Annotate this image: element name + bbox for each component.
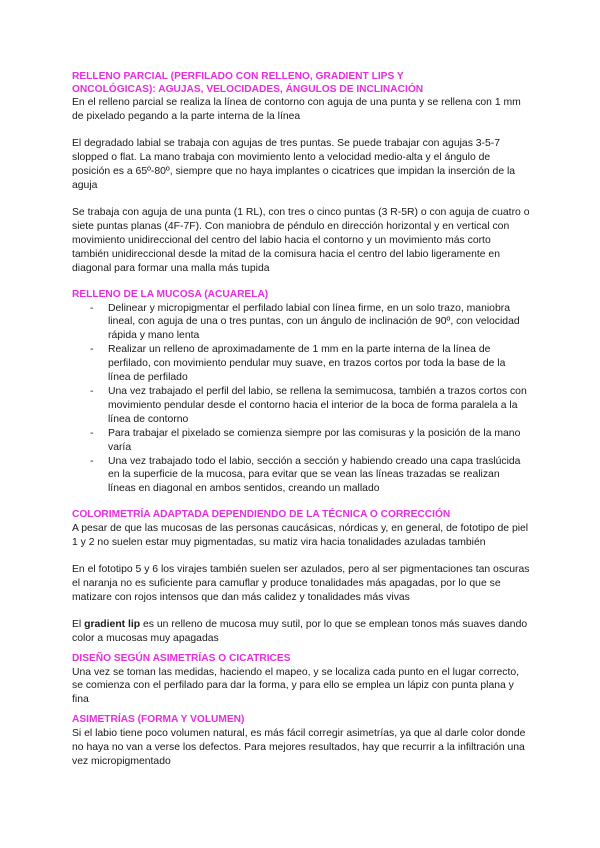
heading-line: RELLENO PARCIAL (PERFILADO CON RELLENO, GRADIENT LIPS Y — [72, 71, 404, 82]
paragraph: El degradado labial se trabaja con agujas de tres puntas. Se puede trabajar con agujas 3-5-7 slopped o flat. La mano trabaja con movimiento lento a velocidad medio-alta y el ángulo de posición es a 65º-80º, siempre que no haya implantes o cicatrices que impidan la inserción de la aguja — [72, 138, 516, 192]
paragraph-text: es un relleno de mucosa muy sutil, por lo que se emplean tonos más suaves dando color a mucosas muy apagadas — [72, 619, 528, 645]
list-item-text: Realizar un relleno de aproximadamente de 1 mm en la parte interna de la línea de perfilado, con movimiento pendular muy suave, en trazos cortos por toda la base de la línea de perfilado — [108, 344, 506, 384]
list-item — [72, 427, 530, 455]
section-heading-diseno: DISEÑO SEGÚN ASIMETRÍAS O CICATRICES — [72, 652, 291, 664]
bullet-list — [72, 302, 530, 497]
dash-bullet: - — [90, 427, 94, 439]
paragraph: Se trabaja con aguja de una punta (1 RL), con tres o cinco puntas (3 R-5R) o con aguja de cuatro o siete puntas planas (4F-7F). Con maniobra de péndulo en dirección horizontal y en vertical con movimiento unidireccional del centro del labio hacia el contorno y un movimiento más corto también unidireccional desde la mitad de la comisura hacia el centro del labio ligeramente en diagonal para formar una malla más tupida — [72, 207, 530, 275]
dash-bullet: - — [90, 455, 94, 467]
section-heading-relleno-mucosa: RELLENO DE LA MUCOSA (ACUARELA) — [72, 288, 269, 300]
paragraph-text: El — [72, 619, 85, 631]
dash-bullet: - — [90, 344, 94, 356]
paragraph: En el relleno parcial se realiza la línea de contorno con aguja de una punta y se rellena con 1 mm de pixelado pegando a la parte interna de la línea — [72, 97, 521, 123]
list-item — [72, 343, 530, 385]
list-item — [72, 302, 530, 344]
paragraph: Si el labio tiene poco volumen natural, es más fácil corregir asimetrías, ya que al darle color donde no haya no van a verse los defectos. Para mejores resultados, hay que recurrir a la infiltración una vez micropigmentado — [72, 727, 526, 767]
dash-bullet: - — [90, 302, 94, 314]
list-item-text: Una vez trabajado todo el labio, sección a sección y habiendo creado una capa traslúcida en la superficie de la mucosa, para evitar que se vean las líneas trazadas se realizan líneas en diagonal en ambos sentidos, creando un mallado — [108, 455, 521, 495]
list-item — [72, 455, 530, 497]
list-item-text: Una vez trabajado el perfil del labio, se rellena la semimucosa, también a trazos cortos con movimiento pendular desde el contorno hacia el interior de la boca de forma paralela a la línea de contorno — [108, 385, 527, 425]
dash-bullet: - — [90, 385, 94, 397]
paragraph: En el fototipo 5 y 6 los virajes también suelen ser azulados, pero al ser pigmentaciones tan oscuras el naranja no es suficiente para camuflar y produce tonalidades más apagadas, por lo que se matizare con rojos intensos que dan más calidez y tonalidades más vivas — [72, 564, 530, 603]
list-item-text: Delinear y micropigmentar el perfilado labial con línea firme, en un solo trazo, maniobra lineal, con aguja de una o tres puntas, con un ángulo de inclinación de 90º, con velocidad rápida y mano lenta — [108, 302, 520, 342]
section-heading-asimetrias: ASIMETRÍAS (FORMA Y VOLUMEN) — [72, 714, 245, 726]
section-heading-colorimetria: COLORIMETRÍA ADAPTADA DEPENDIENDO DE LA TÉCNICA O CORRECCIÓN — [72, 509, 451, 521]
list-item-text: Para trabajar el pixelado se comienza siempre por las comisuras y la posición de la mano varía — [108, 427, 521, 453]
section-heading-relleno-parcial — [72, 71, 530, 96]
bold-term: gradient lip — [84, 619, 141, 631]
paragraph: Una vez se toman las medidas, haciendo el mapeo, y se localiza cada punto en el lugar correcto, se comienza con el perfilado para dar la forma, y para ello se emplea un lápiz con punta plana y fina — [72, 666, 520, 706]
paragraph: A pesar de que las mucosas de las personas caucásicas, nórdicas y, en general, de fototipo de piel 1 y 2 no suelen estar muy pigmentadas, su matiz vira hacia tonalidades azuladas también — [72, 522, 529, 548]
list-item — [72, 385, 530, 427]
heading-line: ONCOLÓGICAS): AGUJAS, VELOCIDADES, ÁNGULOS DE INCLINACIÓN — [72, 83, 424, 95]
paragraph-gradient-lip — [72, 618, 530, 646]
